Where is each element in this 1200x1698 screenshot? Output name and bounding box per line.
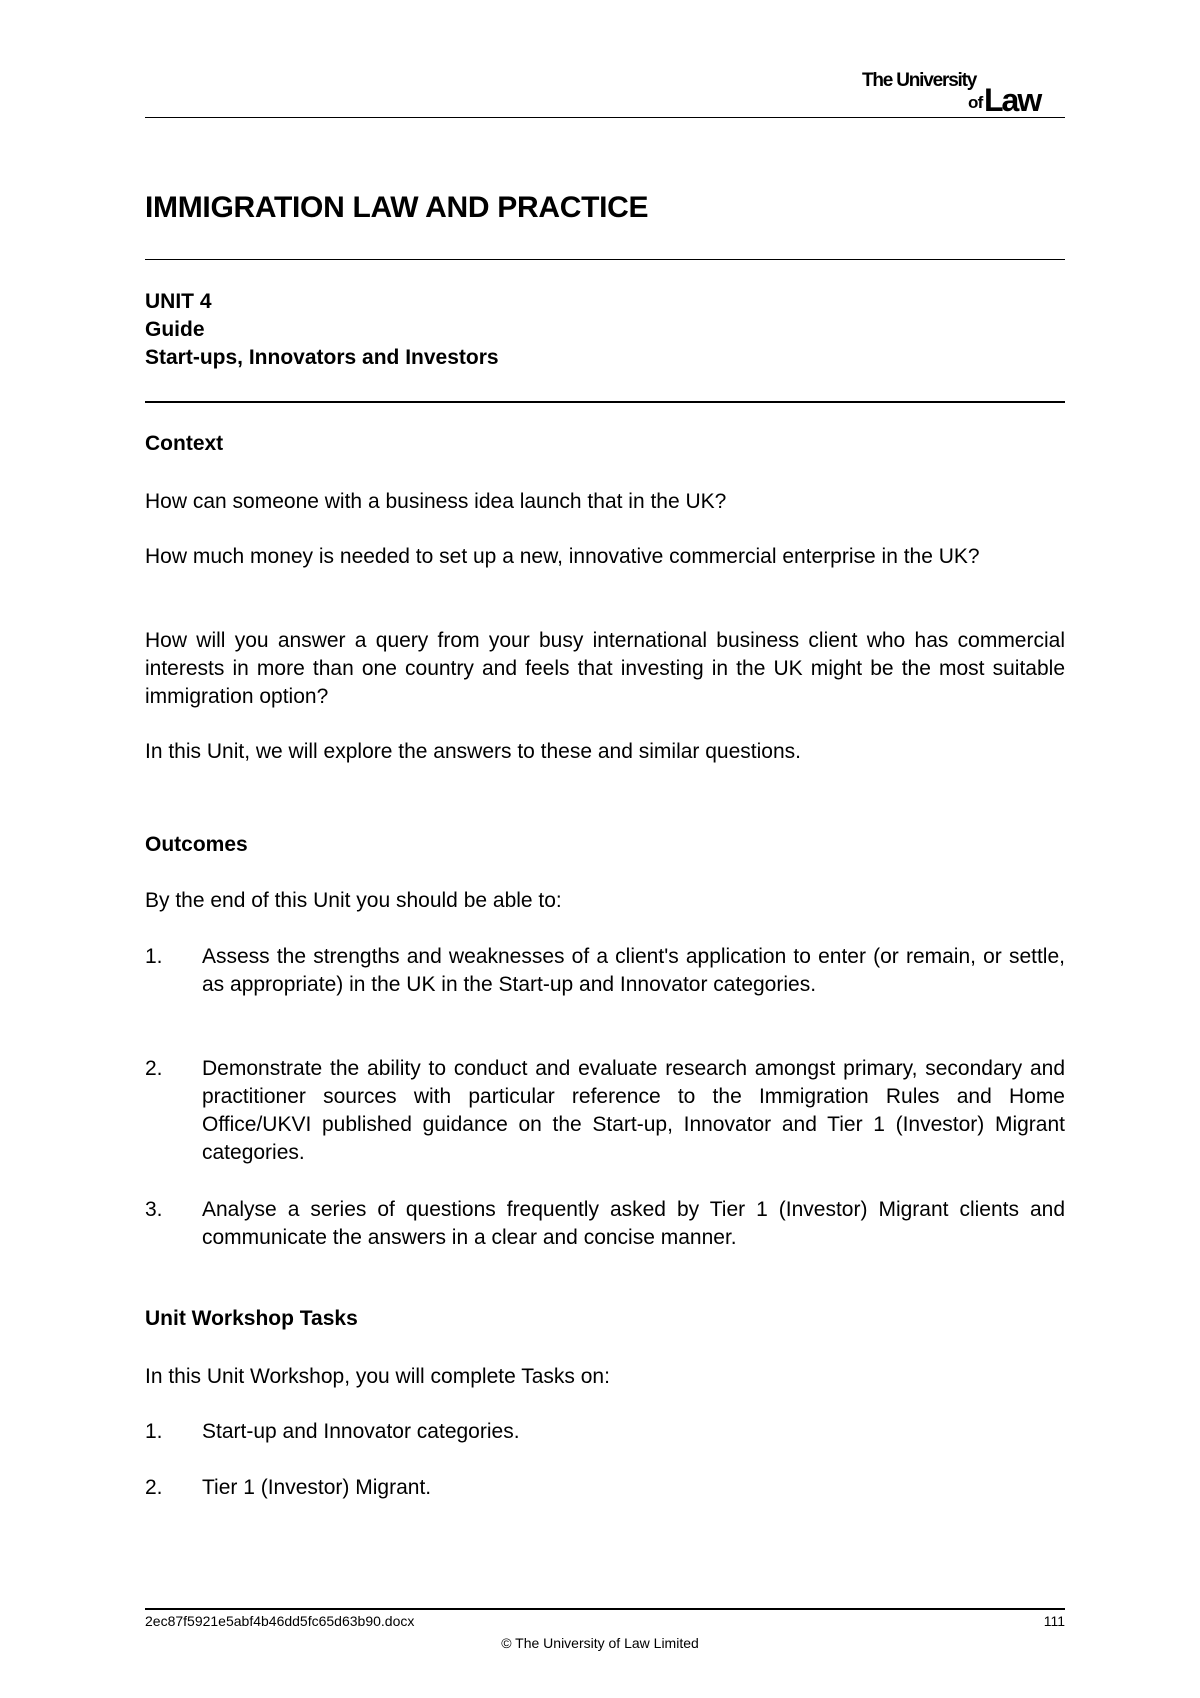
footer-filename: 2ec87f5921e5abf4b46dd5fc65d63b90.docx	[145, 1613, 415, 1629]
context-paragraph: How can someone with a business idea launch that in the UK?	[145, 490, 727, 513]
workshop-heading: Unit Workshop Tasks	[145, 1307, 358, 1330]
workshop-item-text: Start-up and Innovator categories.	[202, 1420, 520, 1443]
logo-law: Law	[984, 82, 1041, 114]
workshop-intro: In this Unit Workshop, you will complete Tasks on:	[145, 1365, 610, 1388]
outcome-text: Assess the strengths and weaknesses of a client's application to enter (or remain, or settle, as appropriate) in the UK in the Start-up and Innovator categories.	[202, 945, 1065, 996]
title-rule	[145, 259, 1065, 260]
footer-copyright: © The University of Law Limited	[501, 1635, 699, 1651]
unit-number: UNIT 4	[145, 290, 212, 313]
outcome-number: 1.	[145, 945, 163, 968]
workshop-number: 2.	[145, 1476, 163, 1499]
unit-rule	[145, 401, 1065, 403]
outcome-text: Demonstrate the ability to conduct and evaluate research amongst primary, secondary and practitioner sources with particular reference to the Immigration Rules and Home Office/UKVI published guidance on the Start-up, Innovator and Tier 1 (Investor) Migrant categories.	[202, 1057, 1065, 1164]
workshop-item-text: Tier 1 (Investor) Migrant.	[202, 1476, 432, 1499]
context-paragraph: In this Unit, we will explore the answers to these and similar questions.	[145, 740, 801, 763]
outcome-number: 3.	[145, 1198, 163, 1221]
unit-name: Start-ups, Innovators and Investors	[145, 346, 499, 369]
context-paragraph: How will you answer a query from your busy international business client who has commercial interests in more than one country and feels that investing in the UK might be the most suitable immigration option?	[145, 629, 1065, 708]
workshop-number: 1.	[145, 1420, 163, 1443]
outcome-number: 2.	[145, 1057, 163, 1080]
page-title: IMMIGRATION LAW AND PRACTICE	[145, 191, 649, 224]
footer-page-number: 111	[1043, 1613, 1065, 1629]
university-logo-graphic	[860, 68, 1068, 114]
header-rule	[145, 117, 1065, 118]
context-paragraph: How much money is needed to set up a new, innovative commercial enterprise in the UK?	[145, 545, 980, 568]
outcome-text: Analyse a series of questions frequently asked by Tier 1 (Investor) Migrant clients and communicate the answers in a clear and concise manner.	[202, 1198, 1065, 1249]
footer-rule	[145, 1608, 1065, 1610]
outcomes-heading: Outcomes	[145, 833, 248, 856]
logo-line1: The University	[862, 70, 977, 91]
university-logo	[860, 68, 1068, 114]
context-heading: Context	[145, 432, 224, 455]
outcomes-intro: By the end of this Unit you should be able to:	[145, 889, 562, 912]
unit-type: Guide	[145, 318, 205, 341]
logo-of: of	[968, 93, 983, 112]
